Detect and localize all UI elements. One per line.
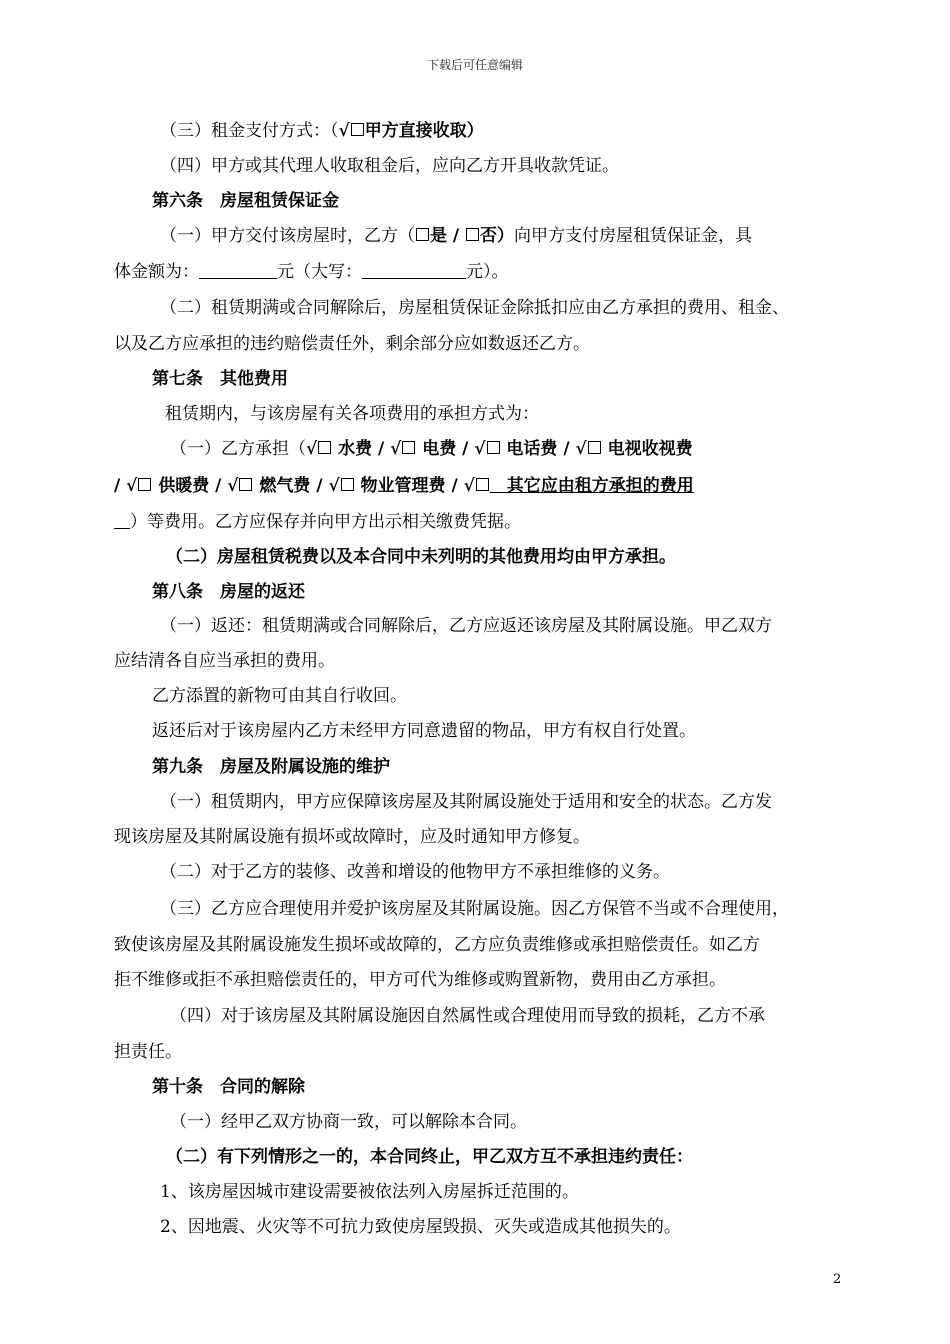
check-mark: √ xyxy=(227,476,239,496)
paragraph xyxy=(114,512,521,532)
paragraph: （二）租赁期满或合同解除后，房屋租赁保证金除抵扣应由乙方承担的费用、租金、 xyxy=(160,298,789,318)
checkbox-icon xyxy=(318,441,331,454)
list-item: 1、该房屋因城市建设需要被依法列入房屋拆迁范围的。 xyxy=(160,1182,579,1202)
paragraph: （二）对于乙方的装修、改善和增设的他物甲方不承担维修的义务。 xyxy=(160,862,670,882)
check-mark: √ xyxy=(338,121,350,141)
checkbox-icon xyxy=(588,441,601,454)
paragraph: 现该房屋及其附属设施有损坏或故障时，应及时通知甲方修复。 xyxy=(114,827,590,847)
text: 元（大写： xyxy=(277,262,362,282)
text: 向甲方支付房屋租赁保证金，具 xyxy=(514,226,753,246)
paragraph: （四）甲方或其代理人收取租金后，应向乙方开具收款凭证。 xyxy=(160,156,619,176)
text: 物业管理费 / xyxy=(354,476,464,496)
paragraph xyxy=(170,439,693,459)
article-heading: 第六条 房屋租赁保证金 xyxy=(152,191,339,211)
checkbox-icon xyxy=(402,441,415,454)
list-item: 2、因地震、火灾等不可抗力致使房屋毁损、灭失或造成其他损失的。 xyxy=(160,1217,681,1237)
text: / xyxy=(114,476,127,496)
check-mark: √ xyxy=(306,439,318,459)
text: （三）租金支付方式：（ xyxy=(160,121,339,141)
paragraph: 返还后对于该房屋内乙方未经甲方同意遗留的物品，甲方有权自行处置。 xyxy=(152,721,696,741)
underline-blank xyxy=(114,512,130,529)
check-mark: √ xyxy=(474,439,486,459)
paragraph: 拒不维修或拒不承担赔偿责任的，甲方可代为维修或购置新物，费用由乙方承担。 xyxy=(114,970,726,990)
article-heading: 第八条 房屋的返还 xyxy=(152,582,305,602)
article-heading: 第十条 合同的解除 xyxy=(152,1077,305,1097)
paragraph: 致使该房屋及其附属设施发生损坏或故障的，乙方应负责维修或承担赔偿责任。如乙方 xyxy=(114,935,760,955)
paragraph xyxy=(160,226,752,246)
checkbox-icon xyxy=(416,228,429,241)
checkbox-icon xyxy=(239,478,252,491)
text: 燃气费 / xyxy=(253,476,329,496)
text: 体金额为： xyxy=(114,262,199,282)
paragraph: 应结清各自应当承担的费用。 xyxy=(114,651,335,671)
paragraph xyxy=(160,121,484,141)
checkbox-icon xyxy=(466,228,479,241)
paragraph: （一）经甲乙双方协商一致，可以解除本合同。 xyxy=(170,1112,527,1132)
article-heading: 第七条 其他费用 xyxy=(152,369,288,389)
checkbox-icon xyxy=(487,441,500,454)
text: 电费 / xyxy=(416,439,475,459)
check-mark: √ xyxy=(328,476,340,496)
amount-blank xyxy=(199,262,277,279)
paragraph: （四）对于该房屋及其附属设施因自然属性或合理使用而导致的损耗，乙方不承 xyxy=(170,1006,765,1026)
text: 电视收视费 xyxy=(601,439,693,459)
paragraph: 以及乙方应承担的违约赔偿责任外，剩余部分应如数返还乙方。 xyxy=(114,334,590,354)
paragraph: （一）租赁期内，甲方应保障该房屋及其附属设施处于适用和安全的状态。乙方发 xyxy=(160,792,772,812)
underlined-text xyxy=(490,476,694,496)
page-number: 2 xyxy=(833,1272,842,1287)
check-mark: √ xyxy=(463,476,475,496)
text: 其它应由租方承担的费用 xyxy=(506,476,694,496)
text: 水费 / xyxy=(332,439,391,459)
text: （一）乙方承担（ xyxy=(170,439,306,459)
paragraph: （二）有下列情形之一的，本合同终止，甲乙双方互不承担违约责任： xyxy=(166,1147,693,1167)
amount-words-blank xyxy=(362,262,466,279)
paragraph: 租赁期内，与该房屋有关各项费用的承担方式为： xyxy=(165,404,539,424)
checkbox-icon xyxy=(138,478,151,491)
checkbox-icon xyxy=(476,478,489,491)
paragraph xyxy=(114,476,694,496)
text: 是 / xyxy=(430,226,466,246)
text: 元）。 xyxy=(466,262,509,282)
paragraph: （二）房屋租赁税费以及本合同中未列明的其他费用均由甲方承担。 xyxy=(166,547,676,567)
text: （一）甲方交付该房屋时，乙方（ xyxy=(160,226,415,246)
checkbox-icon xyxy=(351,123,364,136)
paragraph: （三）乙方应合理使用并爱护该房屋及其附属设施。因乙方保管不当或不合理使用， xyxy=(160,899,789,919)
paragraph xyxy=(114,262,509,282)
page-header: 下载后可任意编辑 xyxy=(426,58,523,72)
check-mark: √ xyxy=(126,476,138,496)
text: 电话费 / xyxy=(500,439,576,459)
check-mark: √ xyxy=(390,439,402,459)
text: 甲方直接收取） xyxy=(364,121,484,141)
article-heading: 第九条 房屋及附属设施的维护 xyxy=(152,757,390,777)
paragraph: （一）返还：租赁期满或合同解除后，乙方应返还该房屋及其附属设施。甲乙双方 xyxy=(160,616,772,636)
paragraph: 乙方添置的新物可由其自行收回。 xyxy=(152,686,407,706)
check-mark: √ xyxy=(575,439,587,459)
text: ）等费用。乙方应保存并向甲方出示相关缴费凭据。 xyxy=(130,512,521,532)
checkbox-icon xyxy=(341,478,354,491)
text: 供暖费 / xyxy=(152,476,228,496)
text: 否） xyxy=(480,226,515,246)
paragraph: 担责任。 xyxy=(114,1042,182,1062)
